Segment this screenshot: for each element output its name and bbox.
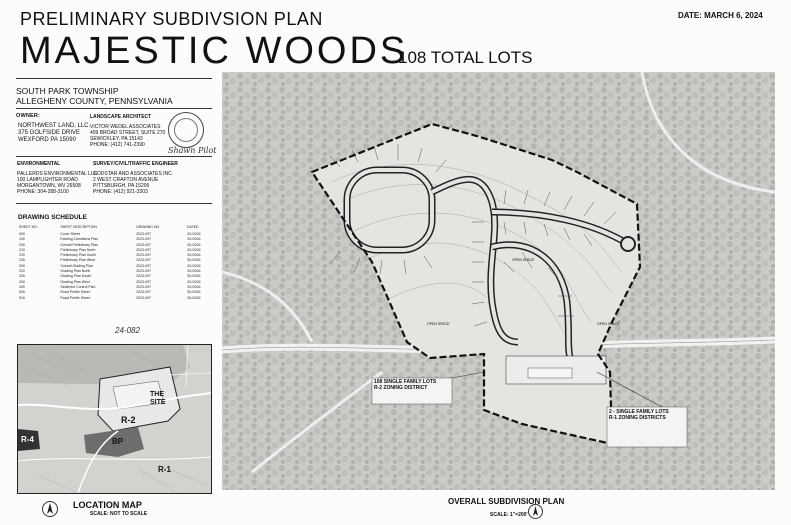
schedule-dated: 3/1/2024 bbox=[186, 263, 201, 268]
schedule-description: Preliminary Plan North bbox=[60, 247, 96, 252]
schedule-description: Grading Plan West bbox=[60, 279, 90, 284]
owner-city: WEXFORD PA 15090 bbox=[18, 137, 76, 143]
open-space-label-1: OPEN SPACE bbox=[512, 258, 535, 262]
schedule-description: Existing Conditions Plan bbox=[60, 237, 99, 242]
schedule-dated: 3/1/2024 bbox=[186, 295, 201, 300]
schedule-sheet-no: 310 bbox=[19, 269, 25, 274]
plan-scale: SCALE: 1"=200' bbox=[490, 512, 528, 518]
county-name: ALLEGHENY COUNTY, PENNSYLVANIA bbox=[16, 96, 173, 106]
survey-line-4: PHONE: (412) 921-3303 bbox=[93, 189, 148, 195]
schedule-description: Grading Plan North bbox=[60, 269, 91, 274]
schedule-header-sheet: SHEET NO. bbox=[19, 225, 38, 230]
owner-rule bbox=[16, 156, 212, 157]
schedule-drawing-no: 2023-097 bbox=[136, 242, 151, 247]
schedule-dated: 3/1/2024 bbox=[186, 269, 201, 274]
schedule-sheet-no: 220 bbox=[19, 253, 25, 258]
schedule-drawing-no: 2023-097 bbox=[136, 247, 151, 252]
township-rule bbox=[16, 108, 212, 109]
la-line-4: PHONE: (412) 741-2390 bbox=[90, 142, 145, 148]
r1-lots-note bbox=[609, 409, 669, 421]
township-name: SOUTH PARK TOWNSHIP bbox=[16, 86, 119, 96]
schedule-description: Cover Sheet bbox=[60, 232, 80, 236]
plan-title: OVERALL SUBDIVISION PLAN bbox=[448, 497, 565, 506]
schedule-dated: 3/1/2024 bbox=[186, 284, 201, 289]
survey-line-1: GODSTAR AND ASSOCIATES INC. bbox=[93, 171, 174, 177]
landscape-architect-label: LANDSCAPE ARCHITECT bbox=[90, 114, 152, 120]
schedule-sheet-no: 320 bbox=[19, 274, 25, 279]
page-title: MAJESTIC WOODS bbox=[20, 30, 409, 72]
title-rule bbox=[16, 78, 212, 79]
schedule-dated: 3/1/2024 bbox=[186, 279, 201, 284]
schedule-drawing-no: 2023-097 bbox=[136, 295, 151, 300]
survey-line-2: 2 WEST CRAFTON AVENUE bbox=[93, 177, 159, 183]
landscape-architect-block bbox=[90, 114, 165, 148]
schedule-description: Preliminary Plan West bbox=[60, 258, 95, 263]
schedule-drawing-no: 2023-097 bbox=[136, 279, 151, 284]
schedule-description: Overall Grading Plan bbox=[60, 263, 93, 268]
schedule-sheet-no: 400 bbox=[19, 284, 25, 289]
schedule-dated: 3/1/2024 bbox=[186, 274, 201, 279]
schedule-description: Sediment Control Plan bbox=[60, 284, 96, 289]
drawing-schedule-table bbox=[17, 224, 217, 301]
owner-street: 375 GOLFSIDE DRIVE bbox=[18, 130, 81, 136]
r2-lots-title: 108 SINGLE FAMILY LOTS bbox=[374, 379, 437, 385]
consultants-rule bbox=[16, 203, 212, 204]
survey-line-3: PITTSBURGH, PA 15205 bbox=[93, 183, 150, 189]
schedule-sheet-no: 230 bbox=[19, 258, 25, 263]
r2-lots-note bbox=[374, 379, 436, 391]
survey-label: SURVEY/CIVIL/TRAFFIC ENGINEER bbox=[93, 161, 178, 167]
r2-lots-subtitle: R-2 ZONING DISTRICT bbox=[374, 385, 428, 391]
schedule-sheet-no: 210 bbox=[19, 247, 25, 252]
env-line-4: PHONE: 304-288-3100 bbox=[17, 189, 69, 195]
schedule-drawing-no: 2023-097 bbox=[136, 258, 151, 263]
subdivision-plan bbox=[222, 72, 775, 490]
schedule-drawing-no: 2023-097 bbox=[136, 232, 151, 236]
la-line-3: SEWICKLEY, PA 15143 bbox=[90, 136, 143, 142]
signature: Shawn Pilot bbox=[168, 146, 217, 155]
schedule-sheet-no: 510 bbox=[19, 295, 25, 300]
location-map-title: LOCATION MAP bbox=[73, 500, 142, 510]
env-line-3: MORGANTOWN, WV 26508 bbox=[17, 183, 81, 189]
env-line-2: 100 LAMPLIGHTER ROAD bbox=[17, 177, 78, 183]
schedule-description: Grading Plan South bbox=[60, 274, 91, 279]
township-block bbox=[16, 86, 173, 106]
env-line-1: PALLERDS ENVIRONMENTAL LLC bbox=[17, 171, 98, 177]
schedule-dated: 3/1/2024 bbox=[186, 237, 201, 242]
schedule-drawing-no: 2023-097 bbox=[136, 269, 151, 274]
r1-lots-subtitle: R-1 ZONING DISTRICTS bbox=[609, 415, 666, 421]
schedule-row bbox=[17, 296, 217, 301]
schedule-dated: 3/1/2024 bbox=[186, 253, 201, 258]
survey-block bbox=[93, 161, 178, 195]
location-map-drawing bbox=[18, 345, 211, 493]
schedule-drawing-no: 2023-097 bbox=[136, 284, 151, 289]
schedule-description: Overall Preliminary Plan bbox=[60, 242, 98, 247]
environmental-block bbox=[17, 161, 97, 195]
drawing-schedule-title: DRAWING SCHEDULE bbox=[18, 214, 87, 221]
schedule-sheet-no: 200 bbox=[19, 242, 25, 247]
owner-label: OWNER: bbox=[16, 113, 41, 119]
schedule-sheet-no: 100 bbox=[19, 237, 25, 242]
schedule-body bbox=[17, 232, 217, 301]
schedule-description: Preliminary Plan South bbox=[60, 253, 97, 258]
total-lots: 108 TOTAL LOTS bbox=[398, 48, 533, 67]
schedule-header-dated: DATED bbox=[186, 225, 199, 230]
open-space-label-3: OPEN SPACE bbox=[597, 322, 620, 326]
zone-label-the-site: THE SITE bbox=[150, 391, 166, 406]
schedule-drawing-no: 2023-097 bbox=[136, 253, 151, 258]
pre-title: PRELIMINARY SUBDIVSION PLAN bbox=[20, 9, 323, 29]
environmental-label: ENVIRONMENTAL bbox=[17, 161, 61, 167]
schedule-description: Road Profile Sheet bbox=[60, 290, 90, 295]
plan-north-arrow-icon bbox=[528, 504, 543, 519]
schedule-header-description: SHEET DESCRIPTION bbox=[60, 225, 97, 230]
la-line-1: VICTOR WEDEL ASSOCIATES bbox=[90, 124, 161, 130]
schedule-sheet-no: 330 bbox=[19, 279, 25, 284]
schedule-dated: 3/1/2024 bbox=[186, 247, 201, 252]
schedule-dated: 3/1/2024 bbox=[186, 232, 201, 236]
la-line-2: 409 BROAD STREET, SUITE 270 bbox=[90, 130, 166, 136]
location-map-scale: SCALE: NOT TO SCALE bbox=[90, 511, 148, 517]
schedule-drawing-no: 2023-097 bbox=[136, 290, 151, 295]
open-space-label-2: OPEN SPACE bbox=[427, 322, 450, 326]
schedule-dated: 3/1/2024 bbox=[186, 242, 201, 247]
location-map bbox=[17, 344, 212, 494]
owner-block bbox=[18, 123, 90, 144]
township-seal-icon bbox=[168, 112, 204, 148]
schedule-drawing-no: 2023-097 bbox=[136, 274, 151, 279]
schedule-description: Road Profile Sheet bbox=[60, 295, 90, 300]
schedule-sheet-no: 000 bbox=[19, 232, 25, 236]
schedule-header-drawing: DRAWING NO. bbox=[136, 225, 161, 230]
subdivision-plan-drawing bbox=[222, 72, 775, 490]
schedule-sheet-no: 500 bbox=[19, 290, 25, 295]
schedule-sheet-no: 300 bbox=[19, 263, 25, 268]
schedule-drawing-no: 2023-097 bbox=[136, 263, 151, 268]
north-arrow-icon bbox=[42, 501, 58, 517]
schedule-drawing-no: 2023-097 bbox=[136, 237, 151, 242]
schedule-dated: 3/1/2024 bbox=[186, 290, 201, 295]
zone-label-r4: R-4 bbox=[21, 435, 34, 444]
zone-label-r1: R-1 bbox=[158, 465, 171, 474]
schedule-header-row bbox=[17, 224, 217, 232]
plan-date: DATE: MARCH 6, 2024 bbox=[678, 11, 763, 20]
schedule-dated: 3/1/2024 bbox=[186, 258, 201, 263]
zone-label-bp: BP bbox=[112, 437, 124, 446]
owner-name: NORTHWEST LAND, LLC. bbox=[18, 123, 91, 129]
handwritten-note: 24-082 bbox=[115, 326, 140, 335]
r1-lots-title: 2 - SINGLE FAMILY LOTS bbox=[609, 409, 669, 415]
zone-label-r2: R-2 bbox=[121, 415, 136, 425]
